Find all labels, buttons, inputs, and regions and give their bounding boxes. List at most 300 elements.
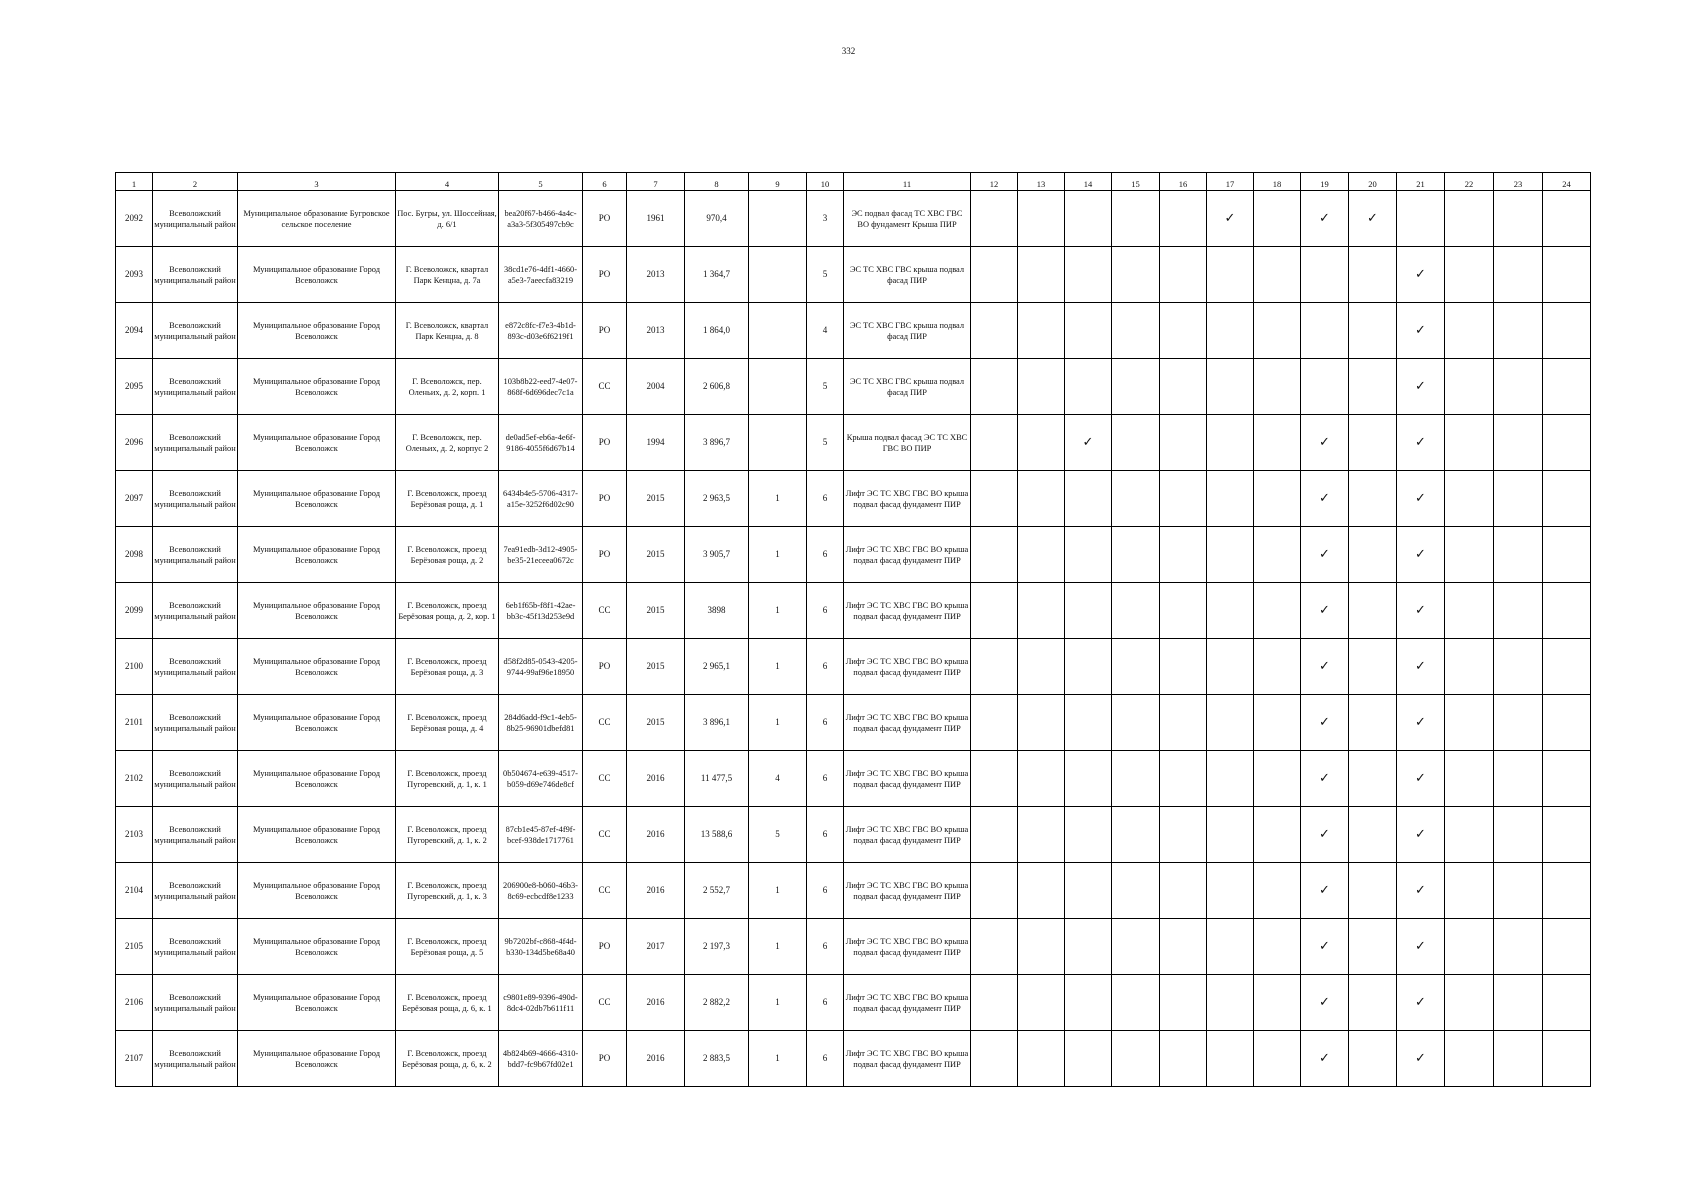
check-mark-icon: ✓: [1397, 639, 1445, 695]
column-22-cell: [1445, 247, 1494, 303]
column-16-cell: [1160, 807, 1207, 863]
ownership-type-cell: РО: [583, 303, 627, 359]
column-18-cell: [1254, 191, 1301, 247]
row-number: 2093: [116, 247, 153, 303]
works-cell: ЭС ТС ХВС ГВС крыша подвал фасад ПИР: [844, 247, 971, 303]
check-mark-icon: ✓: [1397, 359, 1445, 415]
column-24-cell: [1543, 975, 1591, 1031]
works-cell: Лифт ЭС ТС ХВС ГВС ВО крыша подвал фасад фундамент ПИР: [844, 863, 971, 919]
column-9-cell: [749, 303, 807, 359]
check-mark-icon: ✓: [1301, 639, 1349, 695]
column-number-5: 5: [499, 173, 583, 191]
ownership-type-cell: СС: [583, 359, 627, 415]
row-number: 2103: [116, 807, 153, 863]
column-16-cell: [1160, 639, 1207, 695]
check-mark-icon: ✓: [1301, 807, 1349, 863]
table-row: [116, 527, 1591, 583]
address-cell: Г. Всеволожск, проезд Берёзовая роща, д. 5: [396, 919, 499, 975]
column-number-4: 4: [396, 173, 499, 191]
column-22-cell: [1445, 751, 1494, 807]
district-cell: Всеволожский муниципальный район: [153, 1031, 238, 1087]
area-cell: 1 364,7: [685, 247, 749, 303]
table-row: [116, 359, 1591, 415]
works-cell: Лифт ЭС ТС ХВС ГВС ВО крыша подвал фасад фундамент ПИР: [844, 1031, 971, 1087]
area-cell: 2 965,1: [685, 639, 749, 695]
column-15-cell: [1112, 751, 1160, 807]
table-row: [116, 583, 1591, 639]
column-10-cell: 6: [807, 639, 844, 695]
column-18-cell: [1254, 415, 1301, 471]
column-14-cell: [1065, 359, 1112, 415]
column-13-cell: [1018, 751, 1065, 807]
column-20-cell: [1349, 639, 1397, 695]
column-22-cell: [1445, 695, 1494, 751]
ownership-type-cell: РО: [583, 191, 627, 247]
table-row: [116, 751, 1591, 807]
column-16-cell: [1160, 751, 1207, 807]
column-24-cell: [1543, 191, 1591, 247]
column-16-cell: [1160, 583, 1207, 639]
column-9-cell: 1: [749, 583, 807, 639]
check-mark-icon: ✓: [1397, 695, 1445, 751]
column-9-cell: 1: [749, 919, 807, 975]
column-12-cell: [971, 919, 1018, 975]
row-number: 2097: [116, 471, 153, 527]
column-12-cell: [971, 639, 1018, 695]
column-16-cell: [1160, 695, 1207, 751]
guid-cell: c9801e89-9396-490d-8dc4-02db7b611f11: [499, 975, 583, 1031]
works-cell: Лифт ЭС ТС ХВС ГВС ВО крыша подвал фасад фундамент ПИР: [844, 751, 971, 807]
area-cell: 2 883,5: [685, 1031, 749, 1087]
row-number: 2099: [116, 583, 153, 639]
area-cell: 3 896,7: [685, 415, 749, 471]
column-18-cell: [1254, 247, 1301, 303]
municipality-cell: Муниципальное образование Город Всеволожск: [238, 975, 396, 1031]
column-12-cell: [971, 247, 1018, 303]
address-cell: Г. Всеволожск, проезд Берёзовая роща, д. 3: [396, 639, 499, 695]
column-18-cell: [1254, 471, 1301, 527]
column-number-13: 13: [1018, 173, 1065, 191]
column-23-cell: [1494, 359, 1543, 415]
works-cell: Лифт ЭС ТС ХВС ГВС ВО крыша подвал фасад фундамент ПИР: [844, 695, 971, 751]
column-18-cell: [1254, 863, 1301, 919]
column-number-row: [116, 173, 1591, 191]
column-13-cell: [1018, 415, 1065, 471]
column-number-6: 6: [583, 173, 627, 191]
row-number: 2104: [116, 863, 153, 919]
column-23-cell: [1494, 527, 1543, 583]
column-15-cell: [1112, 415, 1160, 471]
table-row: [116, 639, 1591, 695]
column-17-cell: [1207, 863, 1254, 919]
row-number: 2101: [116, 695, 153, 751]
column-9-cell: 5: [749, 807, 807, 863]
municipality-cell: Муниципальное образование Город Всеволожск: [238, 415, 396, 471]
column-16-cell: [1160, 975, 1207, 1031]
district-cell: Всеволожский муниципальный район: [153, 471, 238, 527]
address-cell: Г. Всеволожск, квартал Парк Кенцна, д. 8: [396, 303, 499, 359]
check-mark-icon: ✓: [1065, 415, 1112, 471]
column-20-cell: [1349, 359, 1397, 415]
guid-cell: d58f2d85-0543-4205-9744-99af96e18950: [499, 639, 583, 695]
area-cell: 2 606,8: [685, 359, 749, 415]
column-16-cell: [1160, 1031, 1207, 1087]
column-17-cell: [1207, 303, 1254, 359]
check-mark-icon: ✓: [1301, 527, 1349, 583]
column-15-cell: [1112, 1031, 1160, 1087]
column-9-cell: [749, 415, 807, 471]
column-23-cell: [1494, 471, 1543, 527]
municipality-cell: Муниципальное образование Бугровское сельское поселение: [238, 191, 396, 247]
address-cell: Г. Всеволожск, пер. Оленьих, д. 2, корп. 1: [396, 359, 499, 415]
column-9-cell: 1: [749, 471, 807, 527]
district-cell: Всеволожский муниципальный район: [153, 807, 238, 863]
check-mark-icon: ✓: [1301, 191, 1349, 247]
ownership-type-cell: РО: [583, 639, 627, 695]
column-16-cell: [1160, 415, 1207, 471]
column-20-cell: [1349, 471, 1397, 527]
year-cell: 1961: [627, 191, 685, 247]
column-18-cell: [1254, 639, 1301, 695]
check-mark-icon: ✓: [1397, 751, 1445, 807]
column-14-cell: [1065, 303, 1112, 359]
ownership-type-cell: СС: [583, 863, 627, 919]
column-13-cell: [1018, 191, 1065, 247]
column-13-cell: [1018, 471, 1065, 527]
column-20-cell: [1349, 695, 1397, 751]
column-15-cell: [1112, 583, 1160, 639]
check-mark-icon: ✓: [1301, 863, 1349, 919]
year-cell: 2016: [627, 751, 685, 807]
ownership-type-cell: РО: [583, 919, 627, 975]
column-13-cell: [1018, 695, 1065, 751]
column-10-cell: 5: [807, 415, 844, 471]
column-number-8: 8: [685, 173, 749, 191]
district-cell: Всеволожский муниципальный район: [153, 639, 238, 695]
column-number-10: 10: [807, 173, 844, 191]
district-cell: Всеволожский муниципальный район: [153, 247, 238, 303]
column-23-cell: [1494, 191, 1543, 247]
column-17-cell: [1207, 807, 1254, 863]
address-cell: Г. Всеволожск, проезд Пугоревский, д. 1, к. 3: [396, 863, 499, 919]
district-cell: Всеволожский муниципальный район: [153, 863, 238, 919]
check-mark-icon: ✓: [1301, 751, 1349, 807]
check-mark-icon: ✓: [1397, 863, 1445, 919]
column-24-cell: [1543, 415, 1591, 471]
column-23-cell: [1494, 247, 1543, 303]
column-10-cell: 6: [807, 919, 844, 975]
area-cell: 2 197,3: [685, 919, 749, 975]
column-23-cell: [1494, 695, 1543, 751]
guid-cell: 103b8b22-eed7-4e07-868f-6d696dec7c1a: [499, 359, 583, 415]
column-19-cell: [1301, 303, 1349, 359]
district-cell: Всеволожский муниципальный район: [153, 527, 238, 583]
column-15-cell: [1112, 807, 1160, 863]
column-9-cell: [749, 359, 807, 415]
column-number-21: 21: [1397, 173, 1445, 191]
column-number-16: 16: [1160, 173, 1207, 191]
guid-cell: 6eb1f65b-f8f1-42ae-bb3c-45f13d253e9d: [499, 583, 583, 639]
check-mark-icon: ✓: [1397, 527, 1445, 583]
column-18-cell: [1254, 975, 1301, 1031]
column-15-cell: [1112, 863, 1160, 919]
ownership-type-cell: СС: [583, 975, 627, 1031]
municipality-cell: Муниципальное образование Город Всеволожск: [238, 359, 396, 415]
column-23-cell: [1494, 807, 1543, 863]
column-17-cell: [1207, 975, 1254, 1031]
column-23-cell: [1494, 863, 1543, 919]
column-15-cell: [1112, 303, 1160, 359]
table-row: [116, 1031, 1591, 1087]
column-13-cell: [1018, 639, 1065, 695]
column-24-cell: [1543, 247, 1591, 303]
works-cell: Лифт ЭС ТС ХВС ГВС ВО крыша подвал фасад фундамент ПИР: [844, 471, 971, 527]
guid-cell: 87cb1e45-87ef-4f9f-bcef-938de1717761: [499, 807, 583, 863]
area-cell: 3898: [685, 583, 749, 639]
column-12-cell: [971, 751, 1018, 807]
column-9-cell: 1: [749, 863, 807, 919]
municipality-cell: Муниципальное образование Город Всеволожск: [238, 471, 396, 527]
column-15-cell: [1112, 471, 1160, 527]
works-cell: Крыша подвал фасад ЭС ТС ХВС ГВС ВО ПИР: [844, 415, 971, 471]
column-number-23: 23: [1494, 173, 1543, 191]
table-body: [116, 173, 1591, 1087]
column-15-cell: [1112, 639, 1160, 695]
table-row: [116, 975, 1591, 1031]
district-cell: Всеволожский муниципальный район: [153, 359, 238, 415]
municipality-cell: Муниципальное образование Город Всеволожск: [238, 751, 396, 807]
column-15-cell: [1112, 975, 1160, 1031]
table-row: [116, 863, 1591, 919]
municipality-cell: Муниципальное образование Город Всеволожск: [238, 695, 396, 751]
column-24-cell: [1543, 807, 1591, 863]
works-cell: ЭС ТС ХВС ГВС крыша подвал фасад ПИР: [844, 359, 971, 415]
column-22-cell: [1445, 807, 1494, 863]
works-cell: Лифт ЭС ТС ХВС ГВС ВО крыша подвал фасад фундамент ПИР: [844, 527, 971, 583]
ownership-type-cell: СС: [583, 751, 627, 807]
check-mark-icon: ✓: [1349, 191, 1397, 247]
table-row: [116, 695, 1591, 751]
column-14-cell: [1065, 639, 1112, 695]
row-number: 2107: [116, 1031, 153, 1087]
address-cell: Г. Всеволожск, проезд Пугоревский, д. 1, к. 1: [396, 751, 499, 807]
column-24-cell: [1543, 1031, 1591, 1087]
column-19-cell: [1301, 247, 1349, 303]
district-cell: Всеволожский муниципальный район: [153, 415, 238, 471]
year-cell: 2016: [627, 863, 685, 919]
ownership-type-cell: СС: [583, 583, 627, 639]
address-cell: Г. Всеволожск, проезд Берёзовая роща, д. 2, кор. 1: [396, 583, 499, 639]
column-23-cell: [1494, 415, 1543, 471]
address-cell: Г. Всеволожск, проезд Берёзовая роща, д. 1: [396, 471, 499, 527]
housing-register-table: [115, 172, 1591, 1087]
column-24-cell: [1543, 583, 1591, 639]
column-17-cell: [1207, 247, 1254, 303]
column-14-cell: [1065, 695, 1112, 751]
page-number: 332: [841, 46, 856, 56]
district-cell: Всеволожский муниципальный район: [153, 919, 238, 975]
table-row: [116, 247, 1591, 303]
address-cell: Г. Всеволожск, проезд Берёзовая роща, д. 6, к. 2: [396, 1031, 499, 1087]
check-mark-icon: ✓: [1397, 1031, 1445, 1087]
district-cell: Всеволожский муниципальный район: [153, 975, 238, 1031]
column-9-cell: 1: [749, 975, 807, 1031]
check-mark-icon: ✓: [1207, 191, 1254, 247]
column-24-cell: [1543, 639, 1591, 695]
works-cell: ЭС ТС ХВС ГВС крыша подвал фасад ПИР: [844, 303, 971, 359]
column-number-1: 1: [116, 173, 153, 191]
guid-cell: 0b504674-e639-4517-b059-d69e746de8cf: [499, 751, 583, 807]
column-24-cell: [1543, 303, 1591, 359]
column-20-cell: [1349, 415, 1397, 471]
column-16-cell: [1160, 303, 1207, 359]
column-number-17: 17: [1207, 173, 1254, 191]
area-cell: 2 882,2: [685, 975, 749, 1031]
column-24-cell: [1543, 695, 1591, 751]
column-12-cell: [971, 583, 1018, 639]
column-9-cell: [749, 191, 807, 247]
column-17-cell: [1207, 359, 1254, 415]
column-17-cell: [1207, 471, 1254, 527]
municipality-cell: Муниципальное образование Город Всеволожск: [238, 247, 396, 303]
year-cell: 2016: [627, 807, 685, 863]
column-number-2: 2: [153, 173, 238, 191]
column-12-cell: [971, 191, 1018, 247]
column-9-cell: 4: [749, 751, 807, 807]
column-24-cell: [1543, 751, 1591, 807]
district-cell: Всеволожский муниципальный район: [153, 303, 238, 359]
column-14-cell: [1065, 919, 1112, 975]
ownership-type-cell: РО: [583, 415, 627, 471]
district-cell: Всеволожский муниципальный район: [153, 695, 238, 751]
column-14-cell: [1065, 191, 1112, 247]
check-mark-icon: ✓: [1397, 919, 1445, 975]
row-number: 2096: [116, 415, 153, 471]
works-cell: ЭС подвал фасад ТС ХВС ГВС ВО фундамент Крыша ПИР: [844, 191, 971, 247]
year-cell: 2015: [627, 527, 685, 583]
column-20-cell: [1349, 863, 1397, 919]
municipality-cell: Муниципальное образование Город Всеволожск: [238, 583, 396, 639]
column-13-cell: [1018, 807, 1065, 863]
area-cell: 970,4: [685, 191, 749, 247]
area-cell: 1 864,0: [685, 303, 749, 359]
column-14-cell: [1065, 863, 1112, 919]
column-10-cell: 6: [807, 583, 844, 639]
column-number-14: 14: [1065, 173, 1112, 191]
column-20-cell: [1349, 527, 1397, 583]
table-row: [116, 807, 1591, 863]
column-number-3: 3: [238, 173, 396, 191]
area-cell: 13 588,6: [685, 807, 749, 863]
table-row: [116, 919, 1591, 975]
column-12-cell: [971, 359, 1018, 415]
column-24-cell: [1543, 527, 1591, 583]
column-12-cell: [971, 695, 1018, 751]
column-20-cell: [1349, 1031, 1397, 1087]
column-number-7: 7: [627, 173, 685, 191]
column-12-cell: [971, 415, 1018, 471]
address-cell: Г. Всеволожск, квартал Парк Кенцна, д. 7а: [396, 247, 499, 303]
column-24-cell: [1543, 359, 1591, 415]
area-cell: 2 963,5: [685, 471, 749, 527]
column-18-cell: [1254, 695, 1301, 751]
column-17-cell: [1207, 415, 1254, 471]
column-22-cell: [1445, 303, 1494, 359]
column-14-cell: [1065, 247, 1112, 303]
column-23-cell: [1494, 639, 1543, 695]
column-15-cell: [1112, 191, 1160, 247]
column-15-cell: [1112, 695, 1160, 751]
column-16-cell: [1160, 247, 1207, 303]
guid-cell: 206900e8-b060-46b3-8c69-ecbcdf8e1233: [499, 863, 583, 919]
column-10-cell: 5: [807, 247, 844, 303]
column-17-cell: [1207, 751, 1254, 807]
column-14-cell: [1065, 807, 1112, 863]
column-22-cell: [1445, 415, 1494, 471]
address-cell: Г. Всеволожск, проезд Берёзовая роща, д. 4: [396, 695, 499, 751]
column-22-cell: [1445, 919, 1494, 975]
municipality-cell: Муниципальное образование Город Всеволожск: [238, 303, 396, 359]
column-22-cell: [1445, 639, 1494, 695]
column-20-cell: [1349, 583, 1397, 639]
column-24-cell: [1543, 863, 1591, 919]
column-15-cell: [1112, 359, 1160, 415]
column-24-cell: [1543, 919, 1591, 975]
column-20-cell: [1349, 975, 1397, 1031]
column-19-cell: [1301, 359, 1349, 415]
column-16-cell: [1160, 471, 1207, 527]
column-14-cell: [1065, 527, 1112, 583]
municipality-cell: Муниципальное образование Город Всеволожск: [238, 807, 396, 863]
column-18-cell: [1254, 807, 1301, 863]
works-cell: Лифт ЭС ТС ХВС ГВС ВО крыша подвал фасад фундамент ПИР: [844, 975, 971, 1031]
row-number: 2102: [116, 751, 153, 807]
municipality-cell: Муниципальное образование Город Всеволожск: [238, 1031, 396, 1087]
row-number: 2094: [116, 303, 153, 359]
column-13-cell: [1018, 975, 1065, 1031]
column-22-cell: [1445, 975, 1494, 1031]
column-20-cell: [1349, 807, 1397, 863]
check-mark-icon: ✓: [1301, 583, 1349, 639]
ownership-type-cell: РО: [583, 247, 627, 303]
column-13-cell: [1018, 919, 1065, 975]
row-number: 2092: [116, 191, 153, 247]
works-cell: Лифт ЭС ТС ХВС ГВС ВО крыша подвал фасад фундамент ПИР: [844, 639, 971, 695]
column-12-cell: [971, 1031, 1018, 1087]
column-23-cell: [1494, 975, 1543, 1031]
address-cell: Г. Всеволожск, проезд Берёзовая роща, д. 2: [396, 527, 499, 583]
table-row: [116, 191, 1591, 247]
area-cell: 11 477,5: [685, 751, 749, 807]
column-number-9: 9: [749, 173, 807, 191]
column-22-cell: [1445, 1031, 1494, 1087]
column-18-cell: [1254, 583, 1301, 639]
district-cell: Всеволожский муниципальный район: [153, 751, 238, 807]
check-mark-icon: ✓: [1301, 975, 1349, 1031]
column-23-cell: [1494, 303, 1543, 359]
column-9-cell: 1: [749, 695, 807, 751]
ownership-type-cell: СС: [583, 807, 627, 863]
column-15-cell: [1112, 919, 1160, 975]
column-20-cell: [1349, 751, 1397, 807]
column-14-cell: [1065, 1031, 1112, 1087]
year-cell: 2004: [627, 359, 685, 415]
year-cell: 2016: [627, 975, 685, 1031]
column-17-cell: [1207, 695, 1254, 751]
column-12-cell: [971, 863, 1018, 919]
column-13-cell: [1018, 247, 1065, 303]
year-cell: 2017: [627, 919, 685, 975]
